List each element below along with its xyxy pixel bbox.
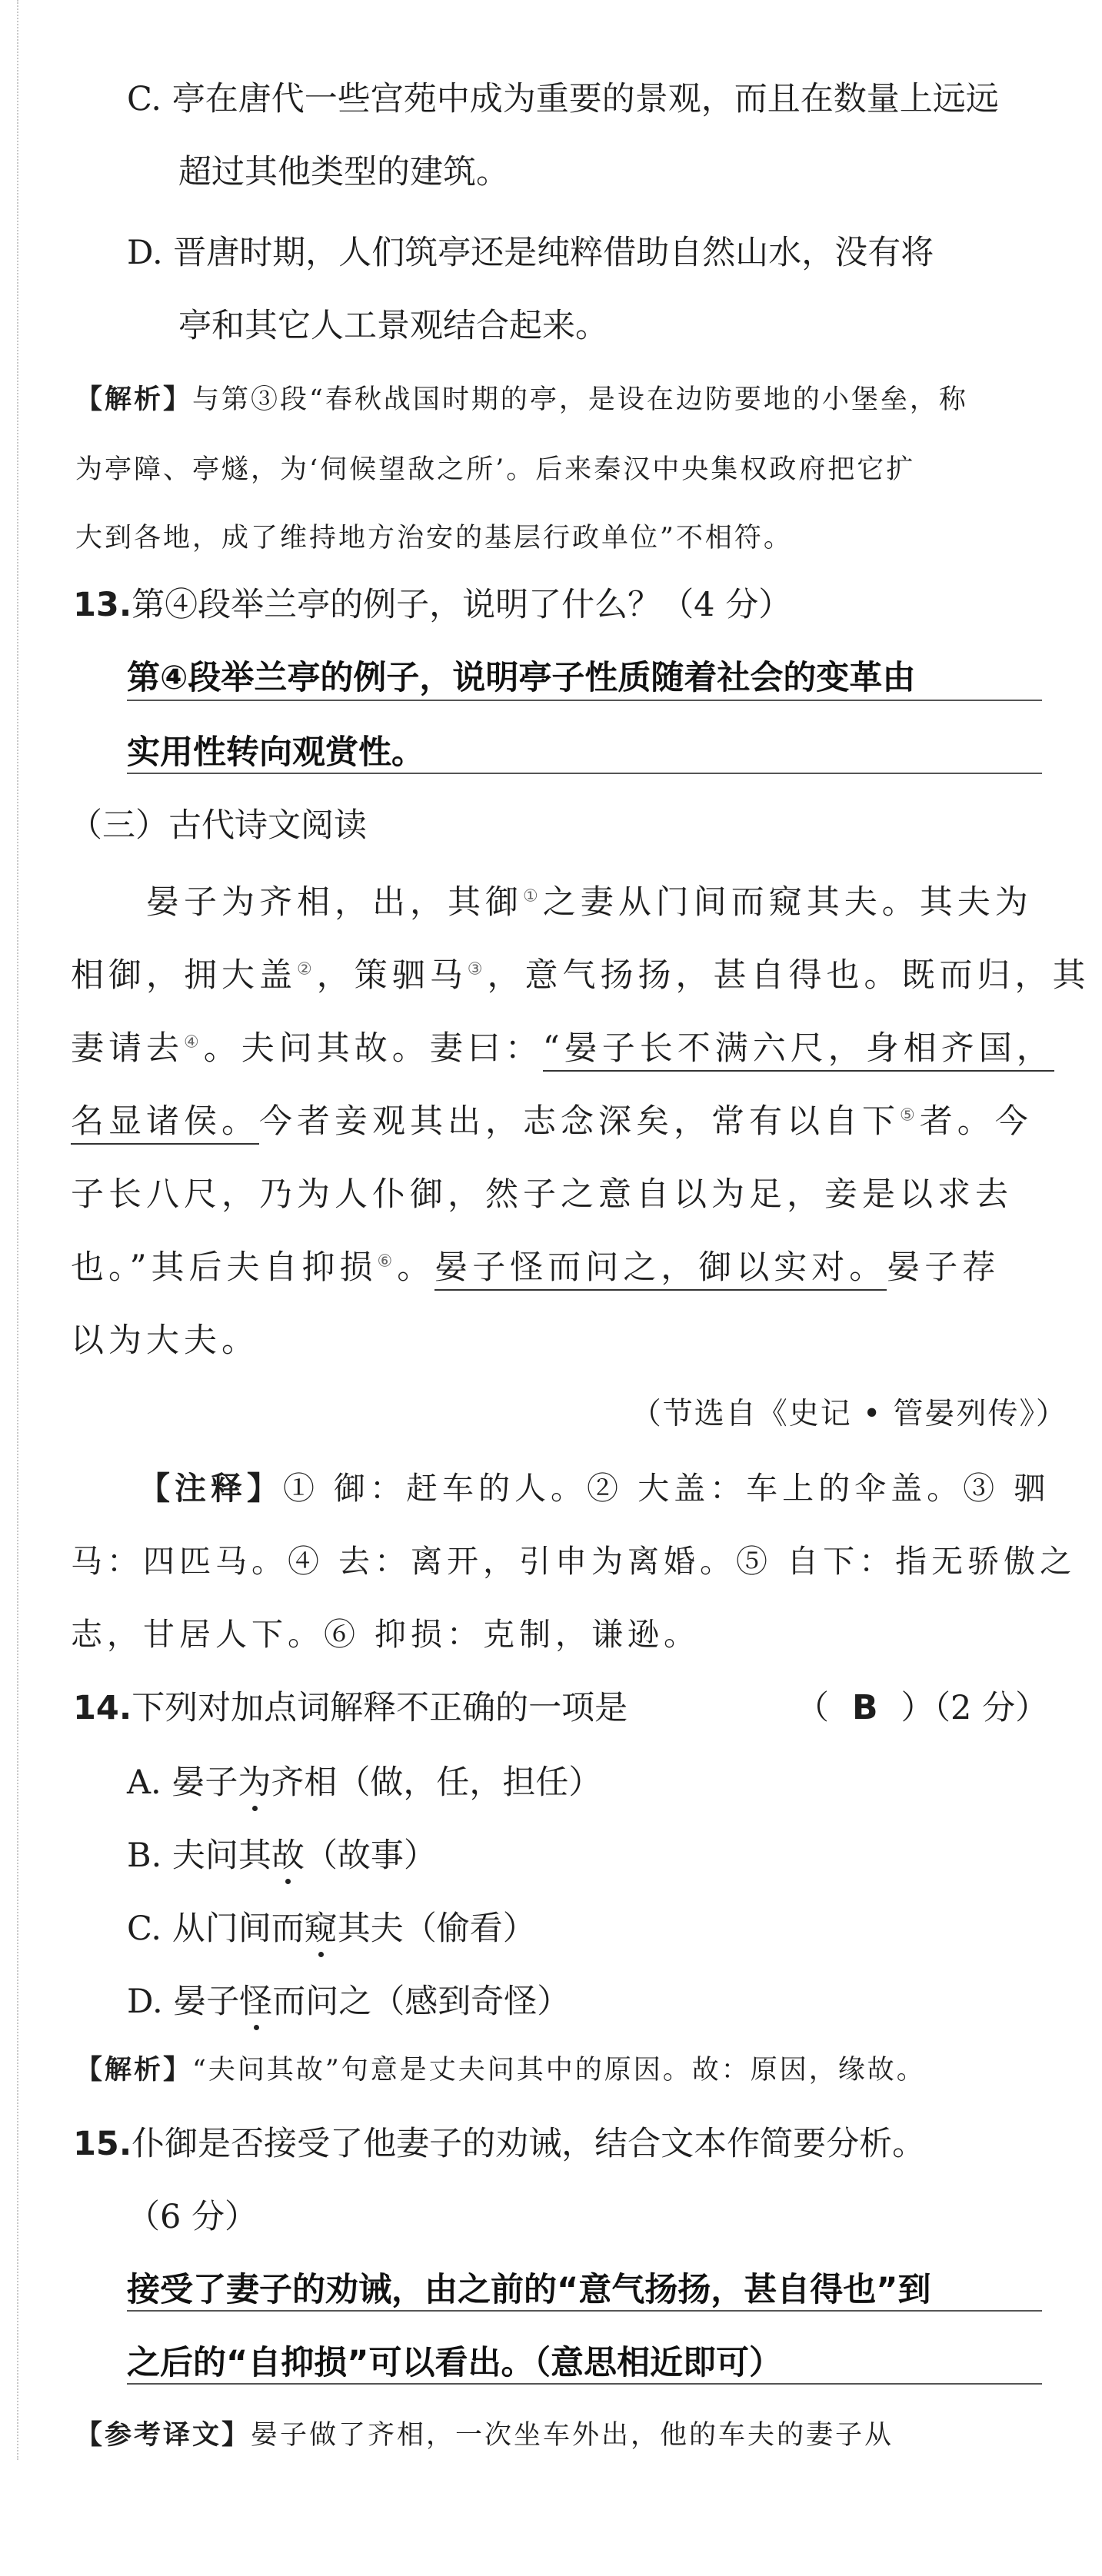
q13-answer-2: 实用性转向观赏性。	[127, 733, 424, 772]
passage-text: 相御，拥大盖	[71, 956, 297, 995]
q12-option-d-cont: 亭和其它人工景观结合起来。	[178, 307, 608, 345]
passage-text: ，意气扬扬，甚自得也。既而归，其	[487, 956, 1090, 995]
question-number: 13.	[73, 586, 132, 624]
passage-text: 。夫问其故。妻曰：	[203, 1029, 543, 1068]
answer-line	[127, 2383, 1042, 2385]
passage-line-7: 以为大夫。	[71, 1321, 259, 1360]
option-text: B. 夫问其	[127, 1836, 271, 1875]
q13-question	[73, 579, 791, 626]
footnote-marker: ③	[467, 959, 488, 979]
q14-option-c	[127, 1903, 536, 1949]
option-text: C. 从门间而	[127, 1910, 305, 1948]
option-text: （故事）	[304, 1836, 437, 1875]
option-text: D. 晏子	[127, 1983, 240, 2021]
q14-option-b	[127, 1830, 437, 1876]
passage-text: 也。”其后夫自抑损	[71, 1248, 378, 1287]
notes-text: ① 御：赶车的人。② 大盖：车上的伞盖。③ 驷	[283, 1470, 1050, 1507]
passage-text: 晏子为齐相，出，其御	[146, 883, 523, 922]
answer-line	[127, 2310, 1042, 2312]
passage-text: 。	[397, 1248, 435, 1287]
passage-text: 今者妾观其出，志念深矣，常有以自下	[259, 1102, 900, 1141]
underlined-sentence: 晏子怪而问之，御以实对。	[434, 1248, 887, 1291]
answer-line	[127, 700, 1042, 701]
reference-translation	[75, 2414, 894, 2452]
bracket-open: （	[796, 1689, 829, 1727]
passage-line-1	[146, 876, 1033, 923]
q14-question	[73, 1682, 628, 1729]
passage-text: ，策驷马	[316, 956, 468, 995]
margin-dotted-line	[17, 0, 18, 2460]
q14-option-d	[127, 1976, 570, 2023]
q15-question	[73, 2118, 925, 2165]
q12-option-c: C. 亭在唐代一些宫苑中成为重要的景观，而且在数量上远远	[127, 80, 999, 118]
translation-text: 晏子做了齐相，一次坐车外出，他的车夫的妻子从	[251, 2420, 894, 2451]
footnote-marker: ⑥	[377, 1251, 398, 1271]
option-text: 而问之（感到奇怪）	[272, 1983, 571, 2021]
passage-line-4	[71, 1095, 1033, 1142]
notes-line-3: 志，甘居人下。⑥ 抑损：克制，谦逊。	[71, 1616, 701, 1653]
notes-line-1	[138, 1463, 1050, 1508]
q12-option-c-cont: 超过其他类型的建筑。	[178, 153, 509, 191]
q13-answer-1: 第④段举兰亭的例子，说明亭子性质随着社会的变革由	[127, 659, 916, 697]
option-text: 其夫（偷看）	[337, 1910, 536, 1948]
q14-answer-choice: B	[852, 1688, 878, 1727]
bracket-close: ）（2 分）	[901, 1689, 1049, 1727]
question-number: 15.	[73, 2125, 132, 2163]
dotted-word: 窥	[304, 1910, 338, 1948]
q12-analysis-text-1: 与第③段“春秋战国时期的亭，是设在边防要地的小堡垒，称	[192, 384, 968, 415]
q14-analysis-text: “夫问其故”句意是丈夫问其中的原因。故：原因，缘故。	[192, 2055, 926, 2086]
footnote-marker: ⑤	[900, 1105, 920, 1125]
passage-line-3	[71, 1022, 1054, 1069]
analysis-tag: 【解析】	[75, 384, 193, 415]
translation-tag: 【参考译文】	[75, 2420, 251, 2451]
footnote-marker: ④	[184, 1032, 204, 1052]
notes-tag: 【注释】	[138, 1470, 283, 1507]
q12-analysis-text-3: 大到各地，成了维持地方治安的基层行政单位”不相符。	[75, 523, 793, 553]
passage-line-5: 子长八尺，乃为人仆御，然子之意自以为足，妾是以求去	[71, 1175, 1013, 1214]
footnote-marker: ②	[297, 959, 317, 979]
footnote-marker: ①	[523, 886, 543, 906]
q15-answer-2: 之后的“自抑损”可以看出。（意思相近即可）	[127, 2344, 783, 2382]
q15-answer-1: 接受了妻子的劝诫，由之前的“意气扬扬，甚自得也”到	[127, 2271, 931, 2309]
q14-text: 下列对加点词解释不正确的一项是	[132, 1689, 628, 1727]
passage-line-6	[71, 1241, 1000, 1288]
answer-line	[127, 773, 1042, 774]
passage-text: 妻请去	[71, 1029, 184, 1068]
option-text: A. 晏子	[127, 1763, 238, 1802]
q13-text: 第④段举兰亭的例子，说明了什么？（4 分）	[132, 586, 792, 624]
q15-score: （6 分）	[127, 2198, 258, 2236]
passage-text: 者。今	[919, 1102, 1033, 1141]
passage-text: 之妻从门间而窥其夫。其夫为	[542, 883, 1033, 922]
dotted-word: 怪	[239, 1983, 273, 2021]
option-text: 齐相（做，任，担任）	[271, 1763, 602, 1802]
q12-analysis	[75, 378, 968, 417]
q12-analysis-text-2: 为亭障、亭燧，为‘伺候望敌之所’。后来秦汉中央集权政府把它扩	[75, 454, 916, 485]
passage-text: 晏子荐	[887, 1248, 1000, 1287]
analysis-tag: 【解析】	[75, 2055, 193, 2086]
section-title: （三）古代诗文阅读	[69, 806, 367, 845]
notes-line-2: 马：四匹马。④ 去：离开，引申为离婚。⑤ 自下：指无骄傲之	[71, 1543, 1077, 1580]
dotted-word: 为	[238, 1763, 271, 1802]
underlined-sentence: “晏子长不满六尺，身相齐国，	[543, 1029, 1054, 1072]
passage-line-2	[71, 949, 1090, 996]
question-number: 14.	[73, 1689, 132, 1727]
passage-source: （节选自《史记 • 管晏列传》）	[631, 1397, 1067, 1431]
q14-option-a	[127, 1757, 601, 1803]
q12-option-d: D. 晋唐时期，人们筑亭还是纯粹借助自然山水，没有将	[127, 234, 934, 272]
q15-text: 仆御是否接受了他妻子的劝诫，结合文本作简要分析。	[132, 2125, 926, 2163]
q14-answer-bracket	[796, 1682, 1048, 1729]
dotted-word: 故	[271, 1836, 305, 1875]
q14-analysis	[75, 2049, 926, 2087]
underlined-sentence: 名显诸侯。	[71, 1102, 259, 1145]
